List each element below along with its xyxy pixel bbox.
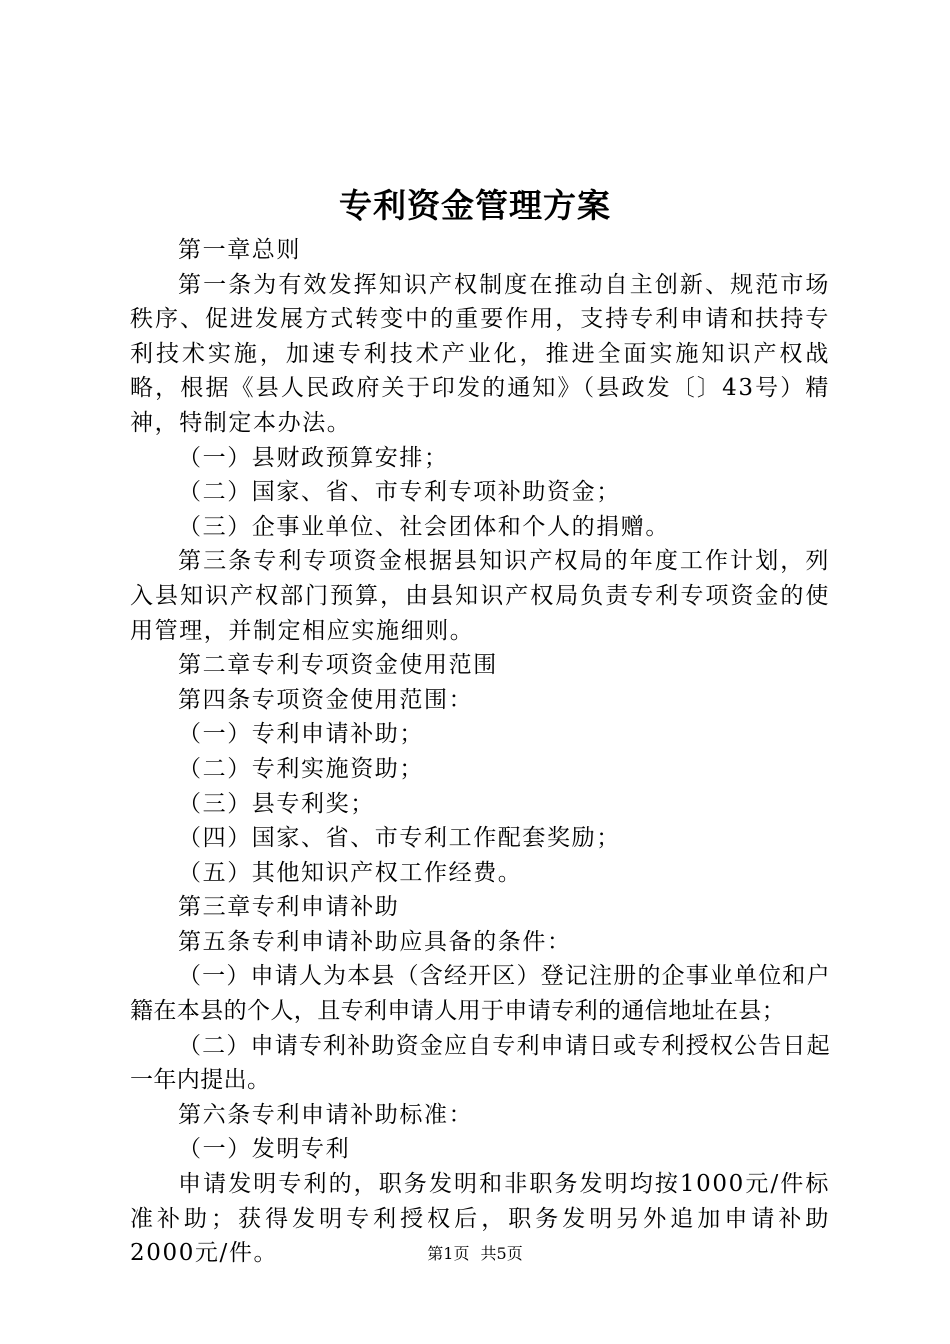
article-paragraph: 第六条专利申请补助标准： <box>178 1101 474 1128</box>
page-number: 第1页 <box>427 1244 470 1263</box>
list-item: （四）国家、省、市专利工作配套奖励； <box>178 825 621 852</box>
article-paragraph: 申请发明专利的，职务发明和非职务发明均按1000元/件标准补助；获得发明专利授权后，职务发明另外追加申请补助2000元/件。 <box>130 1171 830 1267</box>
article-paragraph: 第一条为有效发挥知识产权制度在推动自主创新、规范市场秩序、促进发展方式转变中的重要作用，支持专利申请和扶持专利技术实施，加速专利技术产业化，推进全面实施知识产权战略，根据《县人民政府关于印发的通知》（县政发〔〕43号）精神，特制定本办法。 <box>130 271 830 436</box>
list-item: （二）申请专利补助资金应自专利申请日或专利授权公告日起一年内提出。 <box>130 1032 830 1094</box>
list-item: （一）发明专利 <box>178 1136 351 1163</box>
list-item: （三）企事业单位、社会团体和个人的捐赠。 <box>178 513 670 540</box>
chapter-heading: 第一章总则 <box>178 237 301 263</box>
list-item: （二）国家、省、市专利专项补助资金； <box>178 479 621 506</box>
article-paragraph: 第四条专项资金使用范围： <box>178 686 474 713</box>
list-item: （一）县财政预算安排； <box>178 444 449 471</box>
chapter-heading: 第三章专利申请补助 <box>178 894 400 921</box>
list-item: （三）县专利奖； <box>178 790 375 817</box>
list-item: （二）专利实施资助； <box>178 755 424 782</box>
article-paragraph: 第三条专利专项资金根据县知识产权局的年度工作计划，列入县知识产权部门预算，由县知识产权局负责专利专项资金的使用管理，并制定相应实施细则。 <box>130 548 830 644</box>
list-item: （一）专利申请补助； <box>178 721 424 748</box>
article-paragraph: 第五条专利申请补助应具备的条件： <box>178 928 572 955</box>
list-item: （一）申请人为本县（含经开区）登记注册的企事业单位和户籍在本县的个人，且专利申请人用于申请专利的通信地址在县； <box>130 963 830 1025</box>
document-title: 专利资金管理方案 <box>339 186 611 225</box>
chapter-heading: 第二章专利专项资金使用范围 <box>178 652 498 679</box>
total-pages: 共5页 <box>480 1244 523 1263</box>
document-body <box>130 233 830 1271</box>
page-footer <box>0 1242 950 1266</box>
list-item: （五）其他知识产权工作经费。 <box>178 859 523 886</box>
